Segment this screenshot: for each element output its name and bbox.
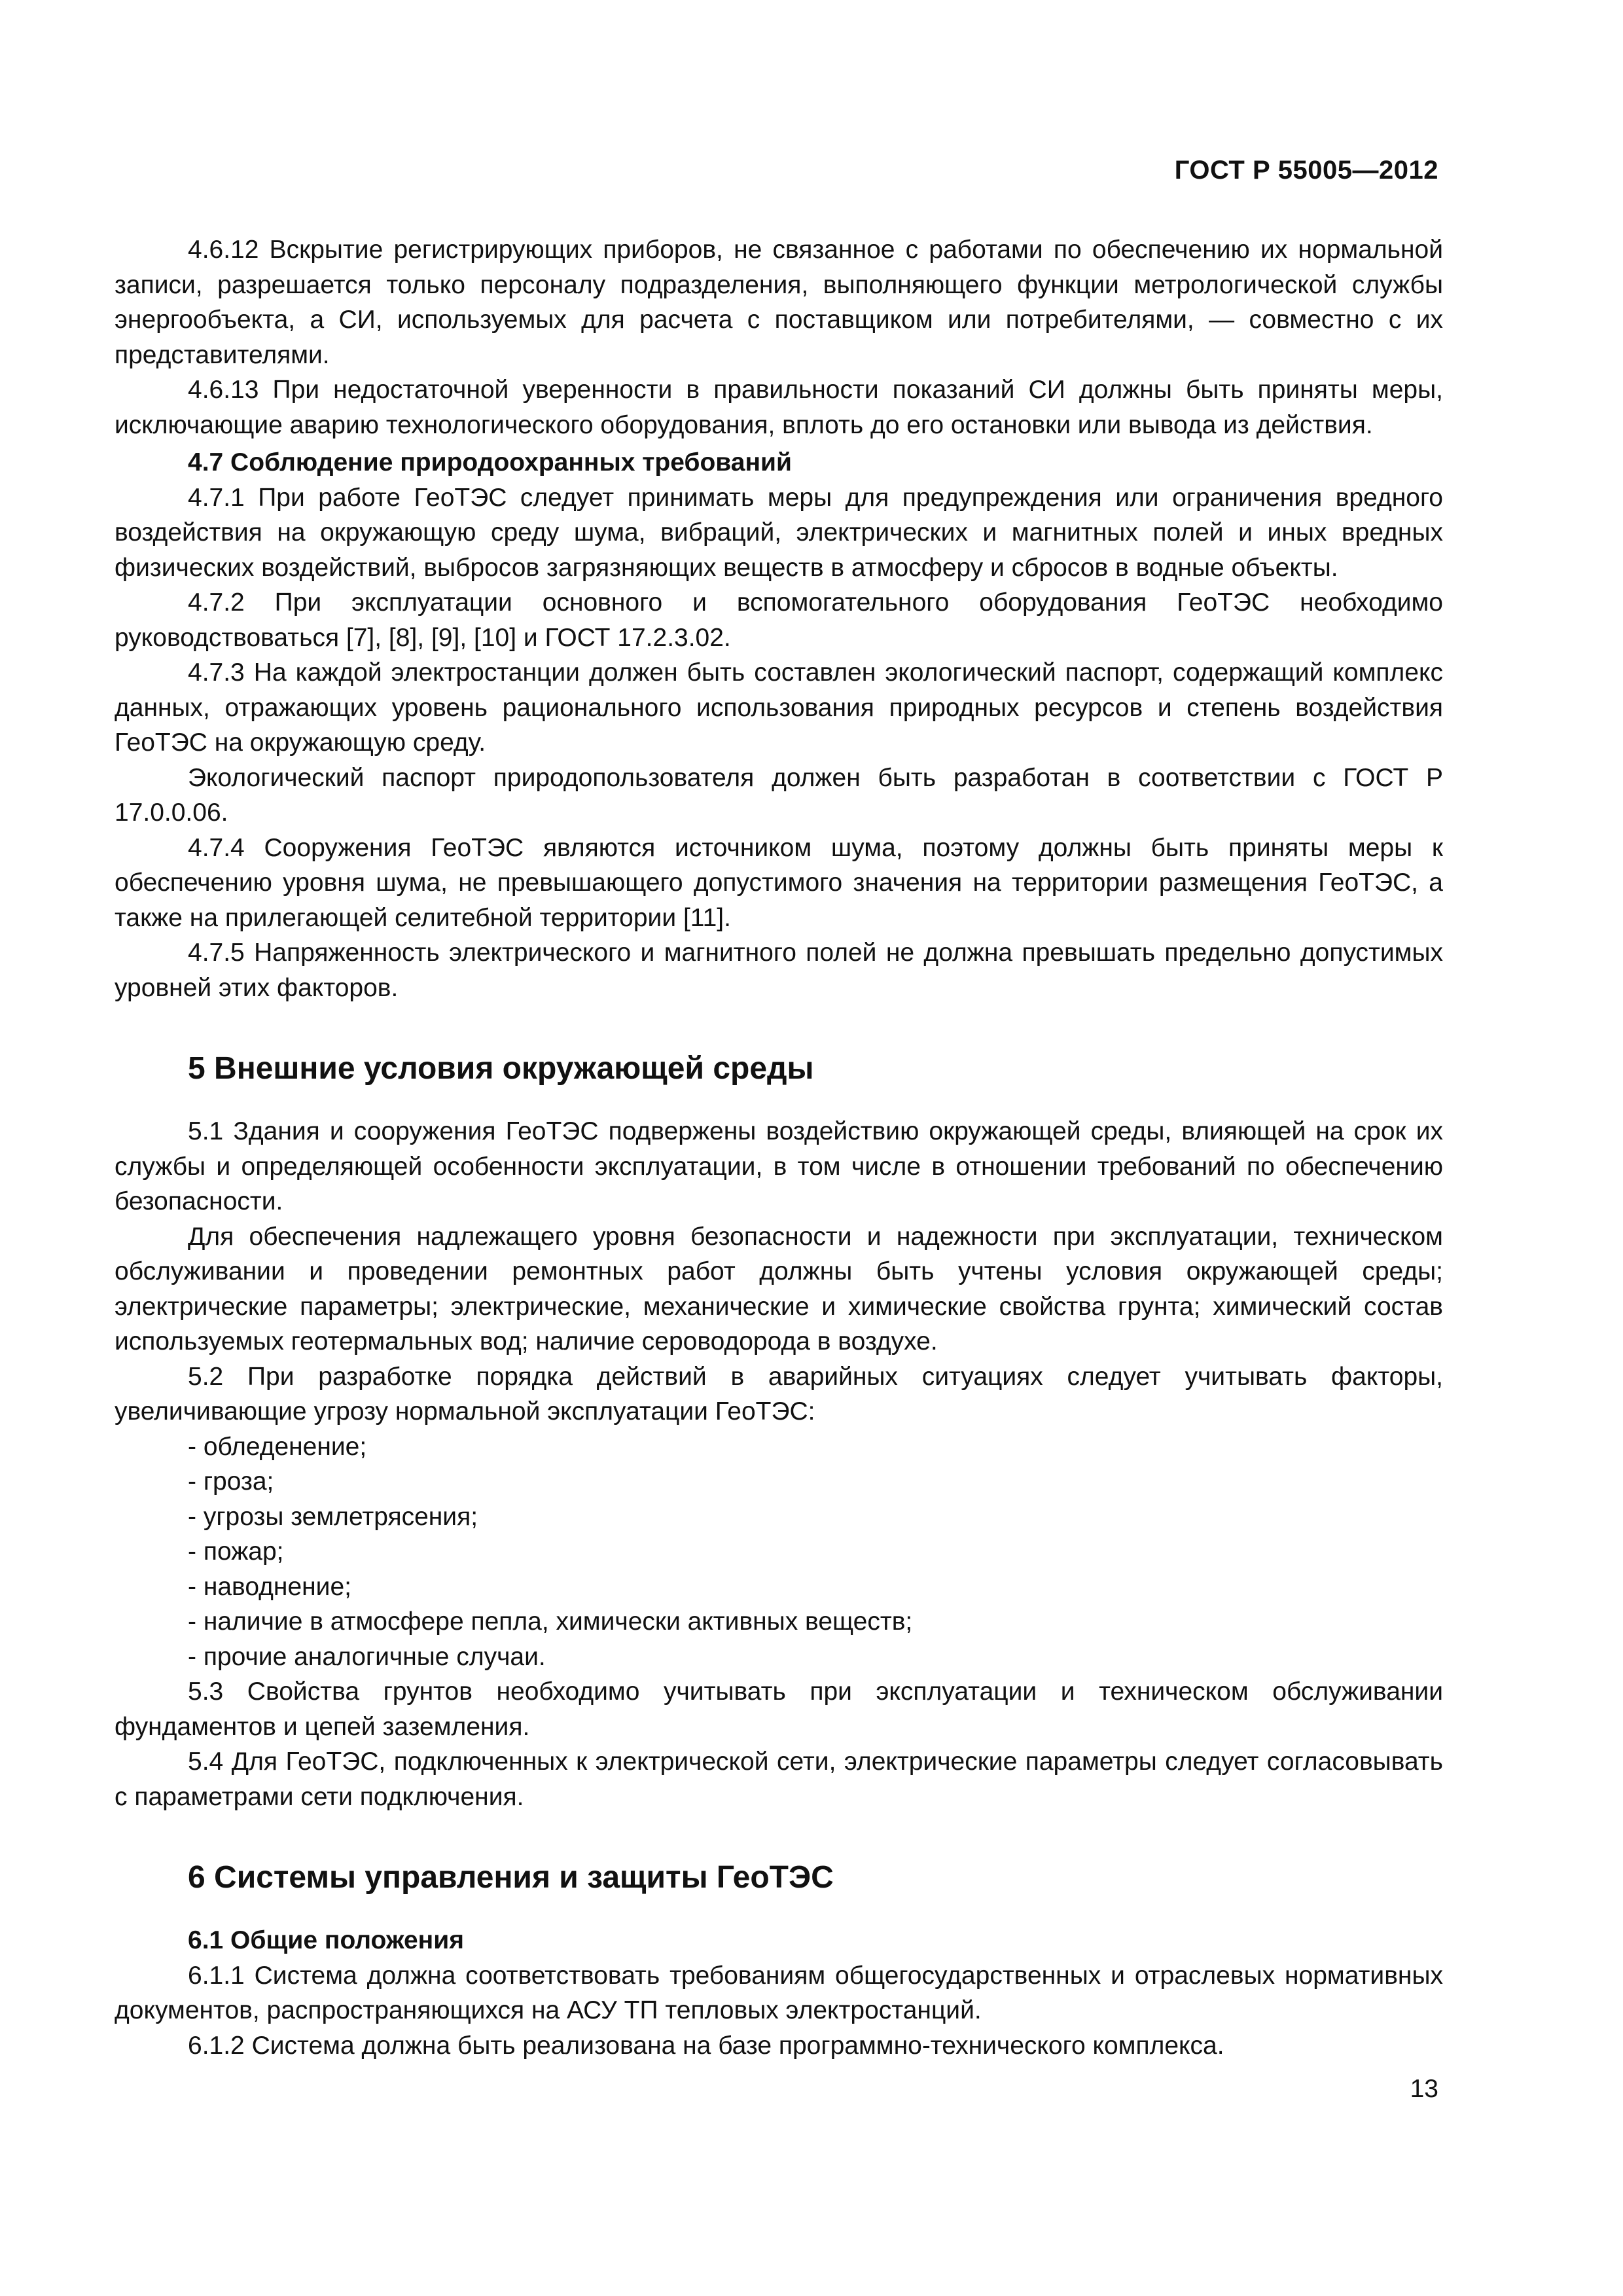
paragraph-4-7-2: 4.7.2 При эксплуатации основного и вспомогательного оборудования ГеоТЭС необходимо руководствоваться [7], [8], [9], [10] и ГОСТ 17.2.3.02. bbox=[115, 588, 1443, 652]
paragraph-5-4: 5.4 Для ГеоТЭС, подключенных к электрической сети, электрические параметры следует согласовывать с параметрами сети подключения. bbox=[115, 1748, 1443, 1811]
paragraph-5-1: 5.1 Здания и сооружения ГеоТЭС подвержены воздействию окружающей среды, влияющей на срок их службы и определяющей особенности эксплуатации, в том числе в отношении требований по обеспечению безопасности. bbox=[115, 1117, 1443, 1215]
subsection-heading-6-1: 6.1 Общие положения bbox=[188, 1926, 464, 1954]
paragraph-4-7-3-passport: Экологический паспорт природопользователя должен быть разработан в соответствии с ГОСТ Р 17.0.0.06. bbox=[115, 763, 1443, 827]
paragraph-5-3: 5.3 Свойства грунтов необходимо учитывать при эксплуатации и техническом обслуживании фундаментов и цепей заземления. bbox=[115, 1677, 1443, 1741]
paragraph-6-1-2: 6.1.2 Система должна быть реализована на базе программно-технического комплекса. bbox=[188, 2031, 1224, 2060]
section-6-heading: 6 Системы управления и защиты ГеоТЭС bbox=[188, 1860, 834, 1895]
paragraph-5-1-conditions: Для обеспечения надлежащего уровня безопасности и надежности при эксплуатации, техническом обслуживании и проведении ремонтных работ должны быть учтены условия окружающей среды; электрические параметры; электрические, механические и химические свойства грунта; химический состав используемых геотермальных вод; наличие сероводорода в воздухе. bbox=[115, 1222, 1443, 1355]
list-item: - обледенение; bbox=[188, 1432, 367, 1461]
paragraph-4-6-12: 4.6.12 Вскрытие регистрирующих приборов, не связанное с работами по обеспечению их нормальной записи, разрешается только персоналу подразделения, выполняющего функции метрологической службы энергообъекта, а СИ, используемых для расчета с поставщиком или потребителями, — совместно с их представителями. bbox=[115, 236, 1443, 369]
list-item: - прочие аналогичные случаи. bbox=[188, 1642, 546, 1671]
page-content bbox=[115, 232, 1443, 2063]
paragraph-4-7-3: 4.7.3 На каждой электростанции должен быть составлен экологический паспорт, содержащий комплекс данных, отражающих уровень рационального использования природных ресурсов и степень воздействия ГеоТЭС на окружающую среду. bbox=[115, 658, 1443, 757]
list-item: - угрозы землетрясения; bbox=[188, 1502, 478, 1531]
list-item: - пожар; bbox=[188, 1537, 284, 1566]
paragraph-5-2: 5.2 При разработке порядка действий в аварийных ситуациях следует учитывать факторы, увеличивающие угрозу нормальной эксплуатации ГеоТЭС: bbox=[115, 1362, 1443, 1426]
paragraph-4-6-13: 4.6.13 При недостаточной уверенности в правильности показаний СИ должны быть приняты меры, исключающие аварию технологического оборудования, вплоть до его остановки или вывода из действия. bbox=[115, 376, 1443, 439]
list-item: - наличие в атмосфере пепла, химически активных веществ; bbox=[188, 1607, 913, 1636]
page-number: 13 bbox=[1410, 2075, 1438, 2103]
paragraph-6-1-1: 6.1.1 Система должна соответствовать требованиям общегосударственных и отраслевых нормативных документов, распространяющихся на АСУ ТП тепловых электростанций. bbox=[115, 1961, 1443, 2024]
paragraph-4-7-4: 4.7.4 Сооружения ГеоТЭС являются источником шума, поэтому должны быть приняты меры к обеспечению уровня шума, не превышающего допустимого значения на территории размещения ГеоТЭС, а также на прилегающей селитебной территории [11]. bbox=[115, 833, 1443, 932]
list-item: - наводнение; bbox=[188, 1572, 351, 1601]
section-5-heading: 5 Внешние условия окружающей среды bbox=[188, 1051, 814, 1086]
paragraph-4-7-1: 4.7.1 При работе ГеоТЭС следует принимать меры для предупреждения или ограничения вредного воздействия на окружающую среду шума, вибраций, электрических и магнитных полей и иных вредных физических воздействий, выбросов загрязняющих веществ в атмосферу и сбросов в водные объекты. bbox=[115, 483, 1443, 582]
standard-code-header: ГОСТ Р 55005—2012 bbox=[1174, 156, 1438, 185]
list-item: - гроза; bbox=[188, 1467, 274, 1496]
subsection-heading-4-7: 4.7 Соблюдение природоохранных требований bbox=[188, 448, 792, 476]
paragraph-4-7-5: 4.7.5 Напряженность электрического и магнитного полей не должна превышать предельно допустимых уровней этих факторов. bbox=[115, 939, 1443, 1002]
